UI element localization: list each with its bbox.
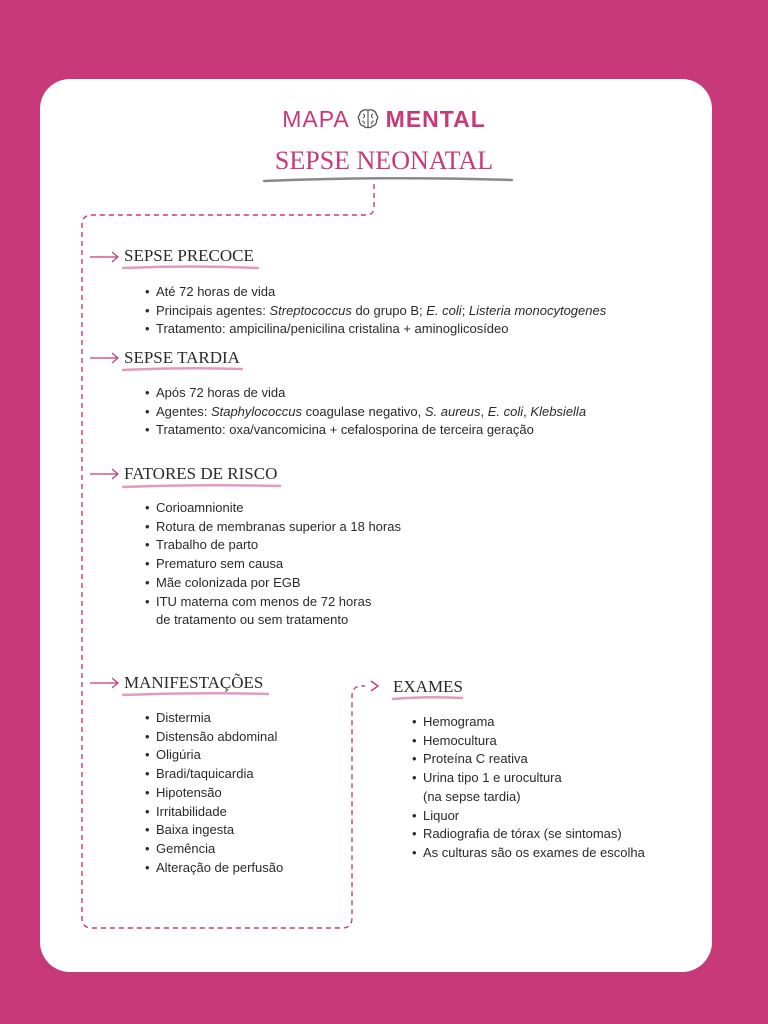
list-item-text: E. coli	[487, 403, 524, 419]
list-item-text: Listeria monocytogenes	[468, 302, 607, 318]
list-item-text: Radiografia de tórax (se sintomas)	[423, 826, 622, 842]
list-item	[145, 593, 401, 630]
list-item-text: Liquor	[423, 807, 460, 823]
list-item	[412, 807, 645, 826]
list-item	[145, 518, 401, 537]
list-item-continuation: de tratamento ou sem tratamento	[156, 612, 349, 628]
brand-light: MAPA	[282, 106, 350, 132]
list-item	[145, 403, 586, 422]
brain-icon	[356, 107, 380, 138]
list-item-text: E. coli	[426, 302, 462, 318]
list-item-text: ITU materna com menos de 72 horas	[156, 593, 372, 609]
list-item	[145, 728, 283, 747]
list-item-text: Hemograma	[423, 714, 495, 729]
list-item-text: Trabalho de parto	[156, 537, 259, 553]
list-item-text: Staphylococcus	[210, 403, 302, 419]
list-item-text: Distensão abdominal	[156, 728, 278, 744]
section-title-sepse-tardia: SEPSE TARDIA	[124, 348, 240, 367]
list-item-text: Distermia	[156, 710, 211, 725]
list-item	[145, 320, 606, 339]
list-item	[412, 825, 645, 844]
list-item-text: Urina tipo 1 e urocultura	[423, 770, 562, 786]
list-item-text: Gemência	[156, 840, 216, 856]
list-item-text: Bradi/taquicardia	[156, 766, 254, 782]
list-item	[145, 574, 401, 593]
list-item-text: Principais agentes:	[156, 302, 270, 318]
list-item-text: As culturas são os exames de escolha	[423, 844, 645, 860]
list-item	[145, 784, 283, 803]
page-title: SEPSE NEONATAL	[274, 146, 494, 175]
list-item-text: Proteína C reativa	[423, 751, 528, 767]
list-item	[145, 283, 606, 302]
section-title-fatores-de-risco: FATORES DE RISCO	[124, 464, 278, 483]
list-item-text: Alteração de perfusão	[156, 859, 284, 875]
list-sepse-tardia	[145, 384, 586, 440]
list-item	[145, 555, 401, 574]
list-item	[145, 709, 283, 728]
list-item	[145, 302, 606, 321]
list-item	[145, 840, 283, 859]
list-item-text: coagulase negativo,	[302, 403, 425, 419]
list-item-text: Streptococcus	[269, 302, 352, 318]
list-item	[145, 859, 283, 878]
list-item-text: Hemocultura	[423, 732, 497, 748]
list-item-text: Mãe colonizada por EGB	[156, 574, 301, 590]
list-item-text: Rotura de membranas superior a 18 horas	[156, 518, 401, 534]
list-item-text: ;	[461, 302, 469, 318]
list-item-text: Irritabilidade	[156, 803, 227, 819]
list-item-text: Até 72 horas de vida	[156, 284, 276, 299]
list-item	[145, 421, 586, 440]
list-item-text: Prematuro sem causa	[156, 556, 284, 572]
list-manifestacoes	[145, 709, 283, 877]
list-item-text: ,	[480, 403, 488, 419]
section-title-exames: EXAMES	[393, 677, 463, 696]
brand-bold: MENTAL	[385, 106, 486, 132]
list-item-text: Hipotensão	[156, 784, 222, 800]
list-item-text: Corioamnionite	[156, 500, 244, 515]
list-item-text: Após 72 horas de vida	[156, 385, 286, 400]
list-fatores-de-risco	[145, 499, 401, 630]
list-item	[412, 713, 645, 732]
section-title-sepse-precoce: SEPSE PRECOCE	[124, 246, 254, 265]
list-item-text: Baixa ingesta	[156, 822, 235, 838]
list-item-text: do grupo B;	[351, 302, 427, 318]
list-item-text: ,	[523, 403, 531, 419]
list-item	[412, 750, 645, 769]
list-item-text: Oligúria	[156, 747, 201, 763]
list-item	[145, 821, 283, 840]
list-item	[145, 746, 283, 765]
list-item	[145, 536, 401, 555]
list-item-text: Tratamento: oxa/vancomicina + cefalosporina de terceira geração	[156, 422, 534, 438]
list-item	[145, 384, 586, 403]
list-item	[412, 732, 645, 751]
list-sepse-precoce	[145, 283, 606, 339]
list-item-text: Tratamento: ampicilina/penicilina cristalina + aminoglicosídeo	[156, 321, 509, 337]
list-item-text: Agentes:	[156, 403, 211, 419]
list-item	[145, 803, 283, 822]
list-item	[145, 499, 401, 518]
list-item	[145, 765, 283, 784]
list-item	[412, 769, 645, 806]
list-item	[412, 844, 645, 863]
brand-header	[0, 104, 768, 138]
list-item-text: S. aureus	[424, 403, 481, 419]
section-title-manifestacoes: MANIFESTAÇÕES	[124, 673, 264, 692]
list-item-continuation: (na sepse tardia)	[423, 788, 521, 804]
list-exames	[412, 713, 645, 863]
list-item-text: Klebsiella	[530, 403, 587, 419]
